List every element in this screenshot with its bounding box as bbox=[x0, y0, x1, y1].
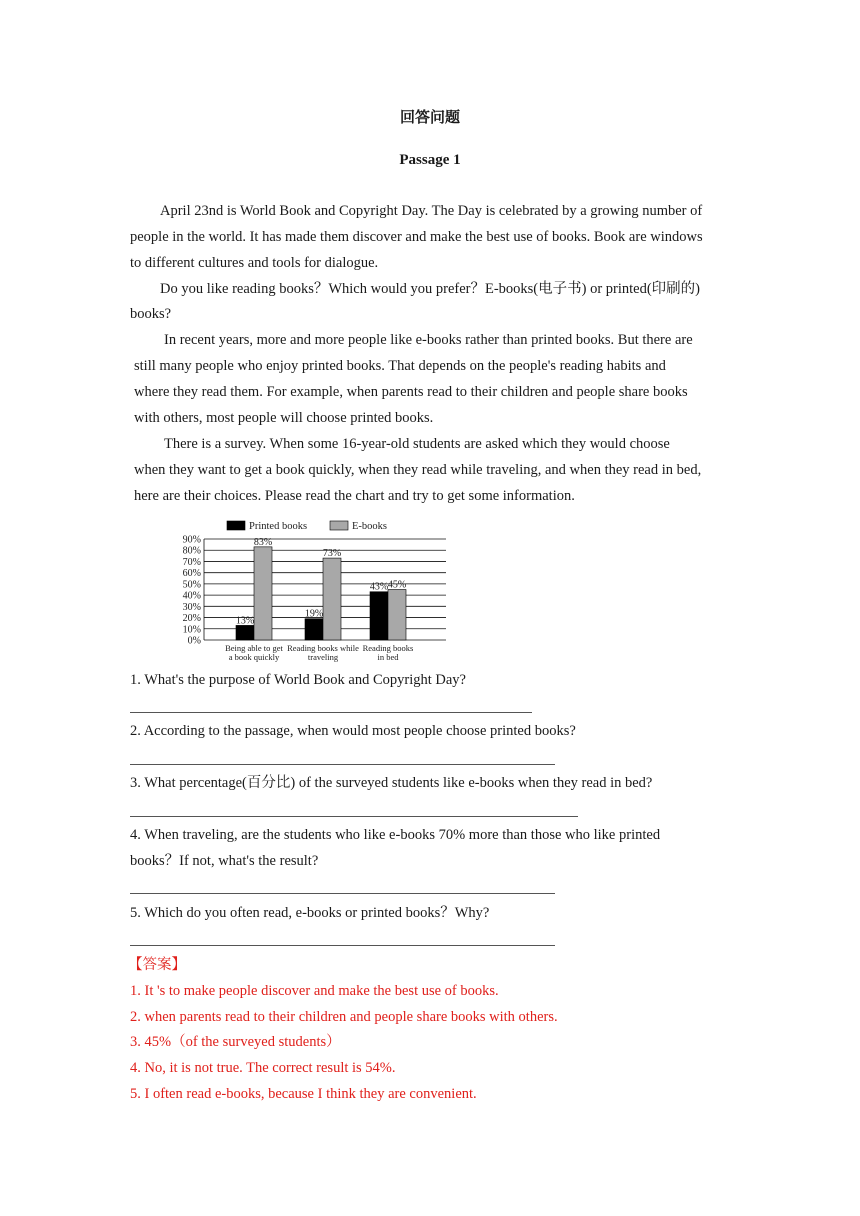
legend-swatch bbox=[227, 521, 245, 530]
y-tick-label: 50% bbox=[182, 579, 201, 591]
x-tick-label: traveling bbox=[307, 652, 339, 662]
paragraph-line: There is a survey. When some 16-year-old students are asked which they would choose bbox=[164, 436, 670, 452]
answer-3: 3. 45%（of the surveyed students） bbox=[130, 1034, 341, 1050]
bar bbox=[236, 625, 254, 640]
x-tick-label: Reading books while bbox=[287, 643, 359, 653]
paragraph-line: here are their choices. Please read the chart and try to get some information. bbox=[134, 488, 575, 504]
bar bbox=[305, 619, 323, 640]
legend-swatch bbox=[330, 521, 348, 530]
heading: 回答问题 bbox=[399, 110, 460, 126]
answer-blank-4[interactable] bbox=[130, 893, 555, 894]
paragraph-line: people in the world. It has made them discover and make the best use of books. Book are windows bbox=[130, 229, 703, 245]
question-2: 2. According to the passage, when would most people choose printed books? bbox=[130, 723, 576, 739]
data-label: 83% bbox=[253, 536, 273, 548]
y-tick-label: 70% bbox=[182, 556, 201, 568]
x-tick-label: a book quickly bbox=[228, 652, 280, 662]
data-label: 73% bbox=[322, 548, 342, 560]
y-tick-label: 0% bbox=[187, 635, 201, 647]
answer-5: 5. I often read e-books, because I think they are convenient. bbox=[130, 1086, 477, 1102]
answer-4: 4. No, it is not true. The correct result is 54%. bbox=[130, 1060, 396, 1076]
bar bbox=[254, 547, 272, 640]
x-axis-labels bbox=[225, 643, 413, 662]
bar bbox=[323, 558, 341, 640]
answer-blank-1[interactable] bbox=[130, 712, 532, 713]
chart-bars bbox=[236, 537, 406, 640]
x-tick-label: in bed bbox=[377, 652, 399, 662]
bar bbox=[370, 592, 388, 640]
data-label: 45% bbox=[387, 579, 407, 591]
y-tick-label: 20% bbox=[182, 613, 201, 625]
data-label: 13% bbox=[235, 615, 255, 627]
paragraph-line: still many people who enjoy printed books. That depends on the people's reading habits and bbox=[134, 358, 666, 374]
y-tick-label: 80% bbox=[182, 545, 201, 557]
passage-title: Passage 1 bbox=[399, 152, 461, 168]
y-axis-ticks bbox=[183, 535, 201, 647]
answer-2: 2. when parents read to their children and people share books with others. bbox=[130, 1009, 558, 1025]
paragraph-line: books? bbox=[130, 306, 172, 322]
question-3: 3. What percentage(百分比) of the surveyed students like e-books when they read in bed? bbox=[130, 775, 653, 791]
paragraph-line: to different cultures and tools for dialogue. bbox=[130, 255, 379, 271]
paragraph-line: In recent years, more and more people like e-books rather than printed books. But there are bbox=[164, 332, 693, 348]
x-tick-label: Reading books bbox=[362, 643, 414, 653]
y-tick-label: 40% bbox=[182, 590, 201, 602]
y-tick-label: 60% bbox=[182, 568, 201, 580]
y-tick-label: 30% bbox=[182, 601, 201, 613]
chart-legend bbox=[227, 521, 387, 532]
answer-header: 【答案】 bbox=[128, 957, 186, 973]
paragraph-line: where they read them. For example, when parents read to their children and people share books bbox=[134, 384, 688, 400]
paragraph-line: April 23nd is World Book and Copyright Day. The Day is celebrated by a growing number of bbox=[160, 203, 703, 219]
legend-label: Printed books bbox=[249, 521, 308, 532]
y-tick-label: 10% bbox=[182, 624, 201, 636]
answer-1: 1. It 's to make people discover and make the best use of books. bbox=[130, 983, 499, 999]
y-tick-label: 90% bbox=[182, 534, 201, 546]
bar-chart bbox=[172, 516, 452, 666]
legend-label: E-books bbox=[352, 521, 387, 532]
question-4-cont: books？If not, what's the result? bbox=[130, 853, 319, 869]
answer-blank-2[interactable] bbox=[130, 764, 555, 765]
question-5: 5. Which do you often read, e-books or printed books？Why? bbox=[130, 905, 490, 921]
paragraph-line: with others, most people will choose printed books. bbox=[134, 410, 434, 426]
bar bbox=[388, 590, 406, 641]
question-1: 1. What's the purpose of World Book and Copyright Day? bbox=[130, 672, 466, 688]
paragraph-line: when they want to get a book quickly, when they read while traveling, and when they read in bed, bbox=[134, 462, 702, 478]
question-4: 4. When traveling, are the students who like e-books 70% more than those who like printed bbox=[130, 827, 661, 843]
answer-blank-5[interactable] bbox=[130, 945, 555, 946]
answer-blank-3[interactable] bbox=[130, 816, 578, 817]
paragraph-line: Do you like reading books？Which would you prefer？E-books(电子书) or printed(印刷的) bbox=[160, 281, 701, 297]
data-label: 19% bbox=[304, 608, 324, 620]
x-tick-label: Being able to get bbox=[225, 643, 283, 653]
data-label: 43% bbox=[369, 581, 389, 593]
